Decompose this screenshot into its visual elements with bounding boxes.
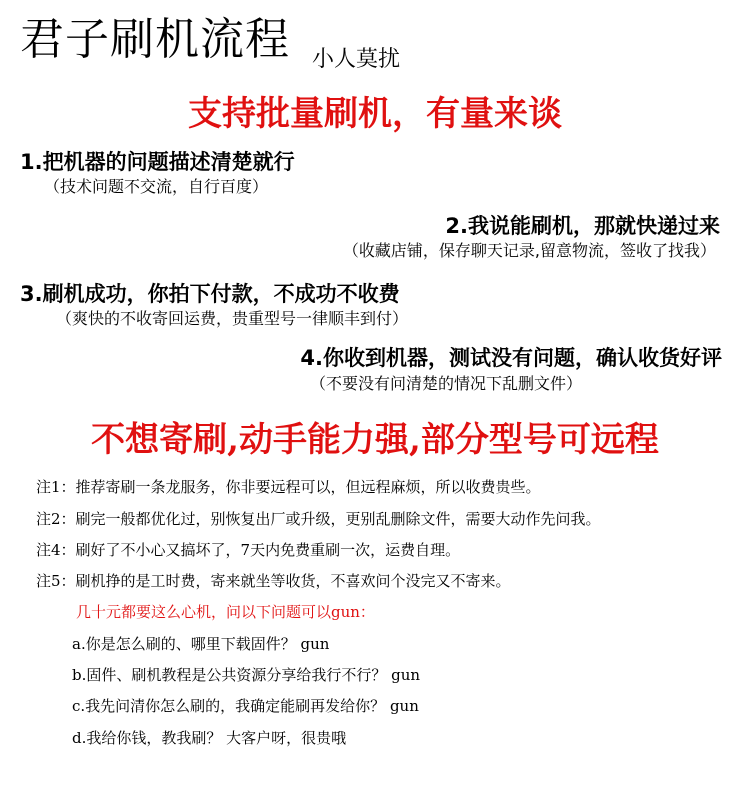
step-4-note: （不要没有问清楚的情况下乱删文件）: [309, 374, 582, 393]
warning-line: 几十元都要这么心机，问以下问题可以gun：: [76, 603, 375, 621]
step-2-note: （收藏店铺，保存聊天记录,留意物流，签收了找我）: [342, 241, 716, 260]
step-3: 3.刷机成功，你拍下付款，不成功不收费: [20, 282, 400, 306]
question-a: a.你是怎么刷的、哪里下载固件？ gun: [72, 635, 330, 653]
banner-batch-flash: 支持批量刷机，有量来谈: [188, 94, 562, 134]
step-4: 4.你收到机器，测试没有问题，确认收货好评: [300, 346, 722, 370]
question-b: b.固件、刷机教程是公共资源分享给我行不行？ gun: [72, 666, 421, 684]
note-1: 注1：推荐寄刷一条龙服务，你非要远程可以，但远程麻烦，所以收费贵些。: [36, 478, 541, 496]
question-d: d.我给你钱，教我刷？ 大客户呀，很贵哦: [72, 729, 347, 747]
page-subtitle: 小人莫扰: [312, 47, 401, 72]
step-1: 1.把机器的问题描述清楚就行: [20, 150, 295, 174]
note-4: 注4：刷好了不小心又搞坏了，7天内免费重刷一次，运费自理。: [36, 541, 461, 559]
question-c: c.我先问清你怎么刷的，我确定能刷再发给你？ gun: [72, 697, 419, 715]
banner-remote-flash: 不想寄刷,动手能力强,部分型号可远程: [91, 420, 659, 460]
note-5: 注5：刷机挣的是工时费，寄来就坐等收货，不喜欢问个没完又不寄来。: [36, 572, 511, 590]
step-1-note: （技术问题不交流，自行百度）: [44, 177, 269, 196]
note-2: 注2：刷完一般都优化过，别恢复出厂或升级，更别乱删除文件，需要大动作先问我。: [36, 510, 601, 528]
page-title: 君子刷机流程: [20, 14, 290, 65]
step-2: 2.我说能刷机，那就快递过来: [445, 214, 720, 238]
step-3-note: （爽快的不收寄回运费，贵重型号一律顺丰到付）: [56, 309, 409, 328]
